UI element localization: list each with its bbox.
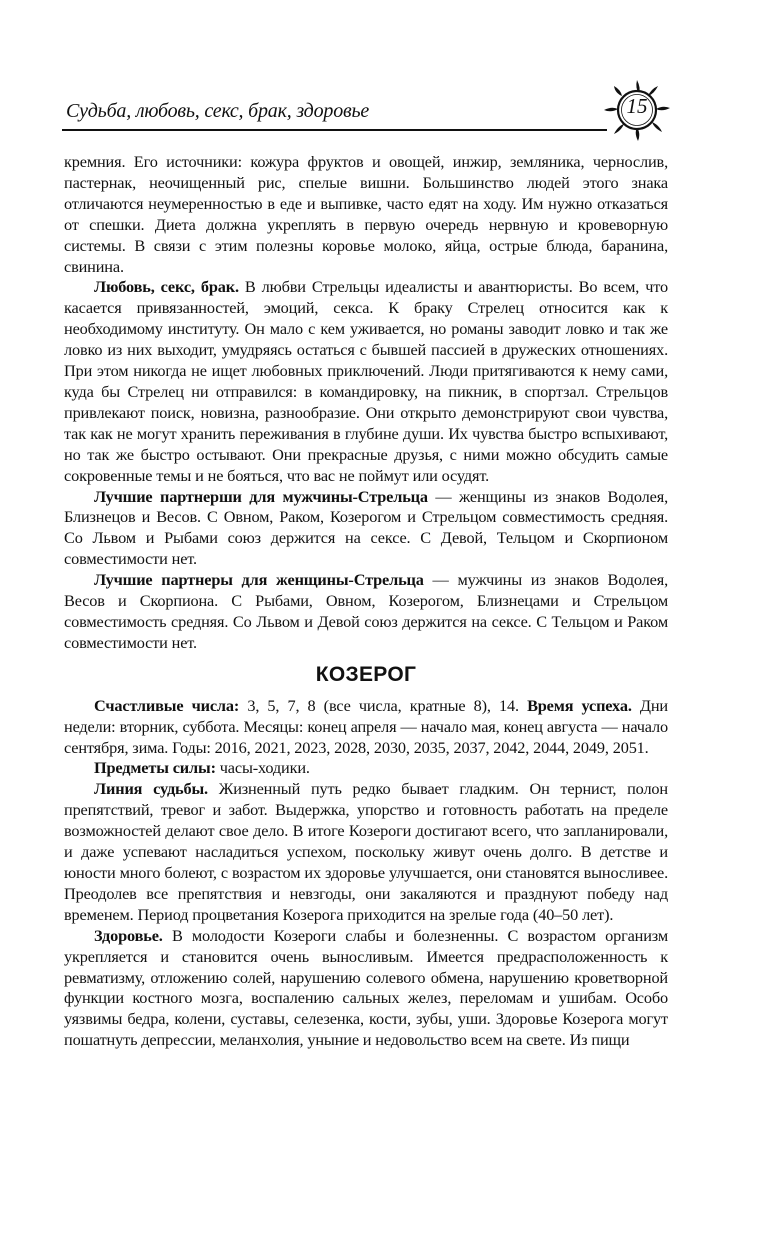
- objects-paragraph: Предметы силы: часы-ходики.: [94, 758, 310, 778]
- love-paragraph: Любовь, секс, брак. В любви Стрельцы идеалисты и авантюристы. Во всем, что касается привязанностей, эмоций, секса. К браку Стрелец относится как к необходимому институту. Он мало с кем уживается, но романы заводит ловко и так же ловко из них выходит, умудряясь остаться с бывшей пассией в дружеских отношениях. При этом никогда не ищет любовных приключений. Люди притягиваются к нему сами, куда бы Стрелец ни отправился: в командировку, на пикник, в спортзал. Стрельцов привлекают поиск, новизна, разнообразие. Они открыто демонстрируют свои чувства, так как не могут хранить переживания в глубине души. Их чувства быстро вспыхивают, но так же быстро остывают. Они прекрасные друзья, с ними можно обсудить самые сокровенные темы и не бояться, что вас не поймут или осудят.: [64, 277, 668, 485]
- health-heading: Здоровье.: [94, 925, 163, 945]
- page-header: [62, 78, 674, 140]
- page-number-badge: [602, 78, 672, 142]
- love-heading: Любовь, секс, брак.: [94, 277, 239, 297]
- partners-men-heading: Лучшие партнерши для мужчины-Стрельца: [94, 486, 428, 506]
- running-title: Судьба, любовь, секс, брак, здоровье: [66, 100, 370, 122]
- partners-men-paragraph: Лучшие партнерши для мужчины-Стрельца — женщины из знаков Водолея, Близнецов и Весов. С Овном, Раком, Козерогом и Стрельцом совместимость средняя. Со Львом и Рыбами союз держится на сексе. С Девой, Тельцом и Скорпионом совместимости нет.: [64, 486, 668, 569]
- health-paragraph: Здоровье. В молодости Козероги слабы и болезненны. С возрастом организм укрепляется и становится очень выносливым. Имеется предрасположенность к ревматизму, отложению солей, нарушению солевого обмена, нарушению кроветворной функции костного мозга, воспалению сальных желез, переломам и ушибам. Особо уязвимы бедра, колени, суставы, селезенка, кости, зубы, уши. Здоровье Козерога могут пошатнуть депрессии, меланхолия, уныние и недовольство всем на свете. Из пищи: [64, 925, 668, 1050]
- body-text: [64, 152, 668, 1051]
- section-title: КОЗЕРОГ: [315, 662, 417, 686]
- intro-paragraph: кремния. Его источники: кожура фруктов и овощей, инжир, земляника, чернослив, пастернак, неочищенный рис, спелые вишни. Большинство людей этого знака отличаются неумеренностью в еде и выпивке, часто едят на ходу. Им нужно отказаться от спешки. Диета должна укреплять в первую очередь нервную и кровеворную системы. В связи с этим полезны коровье молоко, яйца, острые блюда, баранина, свинина.: [64, 152, 668, 276]
- partners-women-heading: Лучшие партнеры для женщины-Стрельца: [94, 570, 424, 590]
- fate-heading: Линия судьбы.: [94, 779, 208, 799]
- success-time-heading: Время успеха.: [527, 695, 632, 715]
- header-rule: [62, 129, 607, 131]
- objects-heading: Предметы силы:: [94, 758, 216, 778]
- lucky-heading: Счастливые числа:: [94, 695, 240, 715]
- partners-women-paragraph: Лучшие партнеры для женщины-Стрельца — мужчины из знаков Водолея, Весов и Скорпиона. С Рыбами, Овном, Козерогом, Близнецами и Стрельцом совместимость средняя. Со Львом и Девой союз держится на сексе. С Тельцом и Раком совместимости нет.: [64, 570, 668, 652]
- lucky-paragraph: Счастливые числа: 3, 5, 7, 8 (все числа, кратные 8), 14. Время успеха. Дни недели: вторник, суббота. Месяцы: конец апреля — начало мая, конец августа — начало сентября, зима. Годы: 2016, 2021, 2023, 2028, 2030, 2035, 2037, 2042, 2044, 2049, 2051.: [64, 695, 668, 757]
- page-number: 15: [626, 94, 648, 118]
- fate-paragraph: Линия судьбы. Жизненный путь редко бывает гладким. Он тернист, полон препятствий, тревог и забот. Выдержка, упорство и готовность работать на пределе возможностей делают свое дело. В итоге Козероги достигают всего, что запланировали, и даже успевают насладиться успехом, поскольку живут очень долго. В детстве и юности много болеют, с возрастом их здоровье улучшается, они становятся выносливее. Преодолев все препятствия и невзгоды, они закаляются и празднуют победу над временем. Период процветания Козерога приходится на зрелые года (40–50 лет).: [64, 779, 668, 924]
